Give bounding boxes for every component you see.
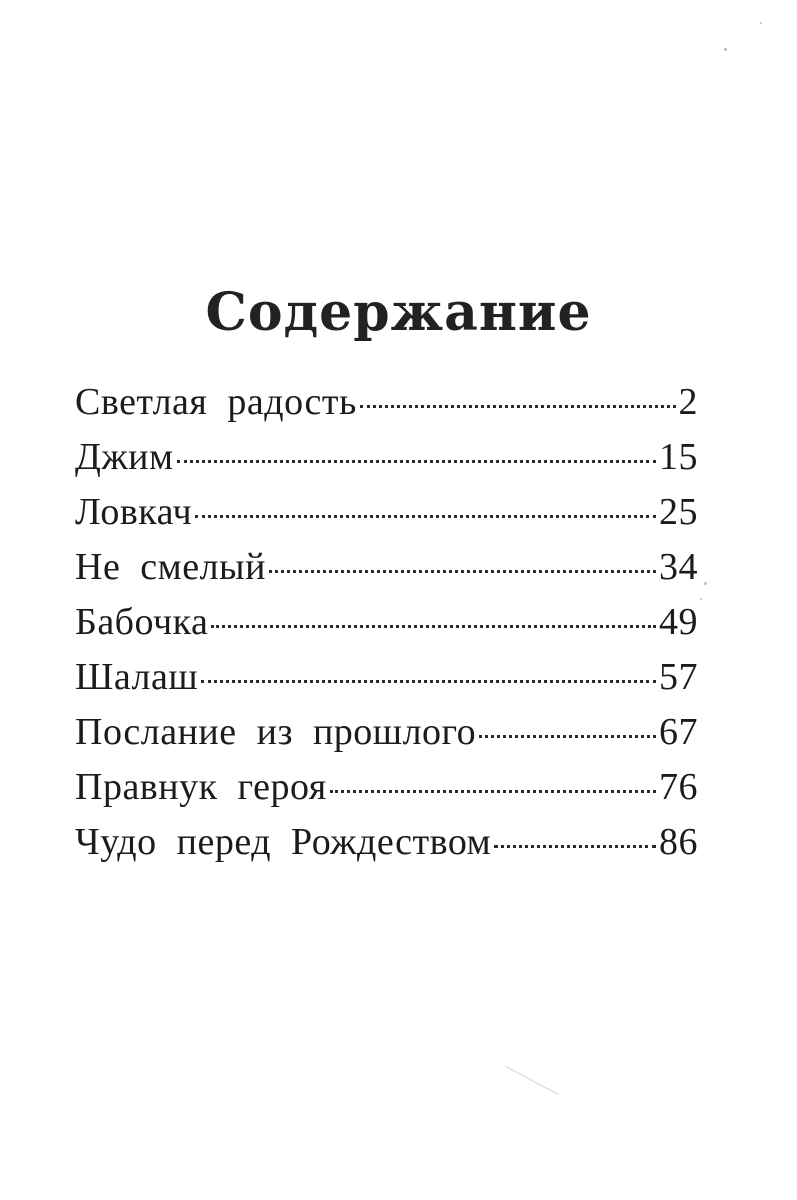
toc-entry-page: 25 xyxy=(659,491,698,533)
dot-leader xyxy=(330,790,656,793)
toc-entry-page: 15 xyxy=(659,436,698,478)
toc-entry-title: Правнук героя xyxy=(75,766,327,808)
toc-entry-page: 67 xyxy=(659,711,698,753)
toc-entry-title: Светлая радость xyxy=(75,381,357,423)
toc-entry-title: Чудо перед Рождеством xyxy=(75,821,492,863)
dot-leader xyxy=(494,845,656,848)
toc-entry xyxy=(75,600,698,655)
dot-leader xyxy=(195,515,656,518)
toc-entry xyxy=(75,545,698,600)
table-of-contents xyxy=(75,380,698,875)
scan-scratch xyxy=(505,1066,558,1095)
toc-entry-title: Шалаш xyxy=(75,656,199,698)
toc-entry-title: Джим xyxy=(75,436,174,478)
scan-speck xyxy=(700,598,702,600)
dot-leader xyxy=(177,460,656,463)
page-title: Содержание xyxy=(205,282,592,343)
toc-entry xyxy=(75,490,698,545)
toc-entry xyxy=(75,435,698,490)
toc-entry-page: 57 xyxy=(659,656,698,698)
scan-speck xyxy=(704,582,707,585)
toc-entry-title: Послание из прошлого xyxy=(75,711,477,753)
dot-leader xyxy=(211,625,656,628)
dot-leader xyxy=(479,735,656,738)
toc-entry-page: 49 xyxy=(659,601,698,643)
toc-entry xyxy=(75,710,698,765)
toc-entry-page: 2 xyxy=(678,381,698,423)
toc-entry xyxy=(75,765,698,820)
toc-entry-title: Бабочка xyxy=(75,601,209,643)
toc-entry-title: Не смелый xyxy=(75,546,266,588)
toc-entry xyxy=(75,655,698,710)
dot-leader xyxy=(360,405,676,408)
scan-speck xyxy=(760,22,762,24)
toc-entry xyxy=(75,380,698,435)
toc-entry-page: 76 xyxy=(659,766,698,808)
dot-leader xyxy=(201,680,656,683)
toc-entry-page: 86 xyxy=(659,821,698,863)
dot-leader xyxy=(269,570,656,573)
toc-entry-title: Ловкач xyxy=(75,491,193,533)
scan-speck xyxy=(724,48,727,51)
toc-entry xyxy=(75,820,698,875)
toc-entry-page: 34 xyxy=(659,546,698,588)
